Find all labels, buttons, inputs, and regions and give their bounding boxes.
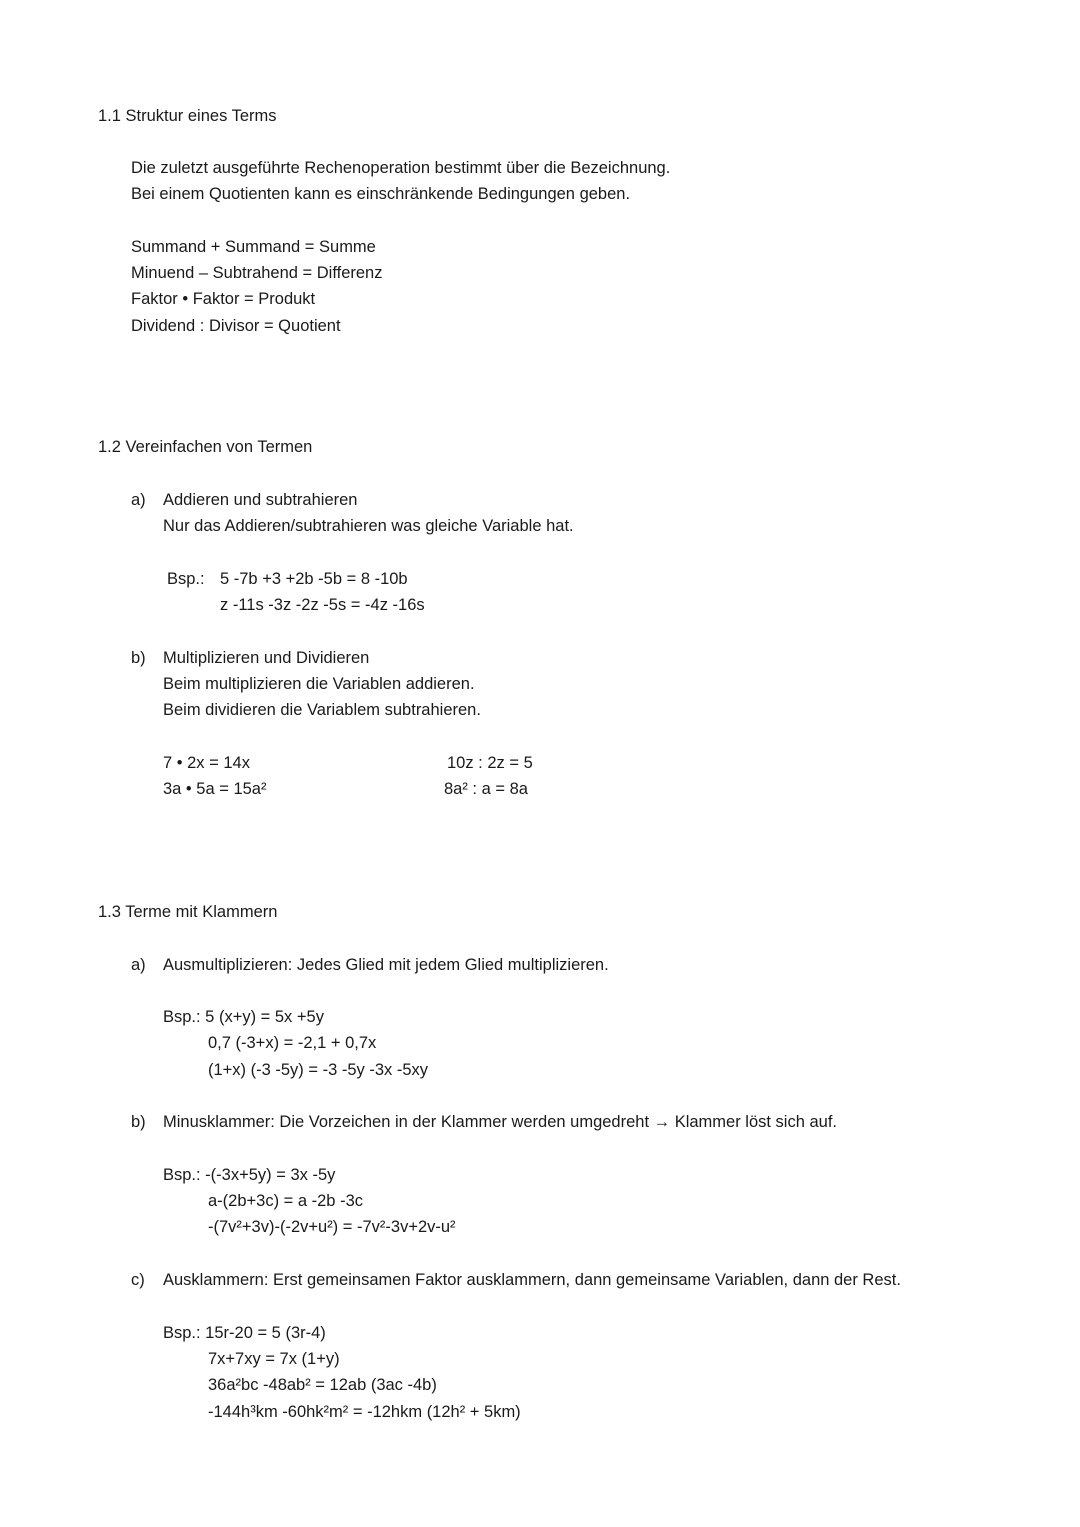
paragraph: Bei einem Quotienten kann es einschränkende Bedingungen geben. [131, 185, 631, 203]
example-line: 0,7 (-3+x) = -2,1 + 0,7x [208, 1034, 377, 1052]
example-line: 5 -7b +3 +2b -5b = 8 -10b [220, 570, 408, 588]
section-heading-1-3: 1.3 Terme mit Klammern [98, 903, 278, 921]
example-line: 7x+7xy = 7x (1+y) [208, 1350, 340, 1368]
subsection-title: Minusklammer: Die Vorzeichen in der Klammer werden umgedreht → Klammer löst sich auf. [163, 1113, 838, 1131]
section-heading-1-2: 1.2 Vereinfachen von Termen [98, 438, 313, 456]
definition-line: Dividend : Divisor = Quotient [131, 317, 341, 335]
section-heading-1-1: 1.1 Struktur eines Terms [98, 107, 277, 125]
example-line: -144h³km -60hk²m² = -12hkm (12h² + 5km) [208, 1403, 521, 1421]
example-line: 36a²bc -48ab² = 12ab (3ac -4b) [208, 1376, 437, 1394]
subsection-description: Nur das Addieren/subtrahieren was gleiche Variable hat. [163, 517, 574, 535]
example-line: (1+x) (-3 -5y) = -3 -5y -3x -5xy [208, 1061, 429, 1079]
list-marker: a) [131, 956, 146, 974]
example-line: Bsp.: -(-3x+5y) = 3x -5y [163, 1166, 336, 1184]
definition-line: Minuend – Subtrahend = Differenz [131, 264, 383, 282]
subsection-description: Beim dividieren die Variablem subtrahieren. [163, 701, 481, 719]
subsection-title: Multiplizieren und Dividieren [163, 649, 370, 667]
example-line: 10z : 2z = 5 [447, 754, 533, 772]
example-line: z -11s -3z -2z -5s = -4z -16s [220, 596, 425, 614]
subsection-title: Ausmultiplizieren: Jedes Glied mit jedem Glied multiplizieren. [163, 956, 609, 974]
subsection-description: Beim multiplizieren die Variablen addieren. [163, 675, 475, 693]
example-line: 8a² : a = 8a [444, 780, 528, 798]
definition-line: Summand + Summand = Summe [131, 238, 376, 256]
example-line: Bsp.: 15r-20 = 5 (3r-4) [163, 1324, 326, 1342]
subsection-title: Addieren und subtrahieren [163, 491, 358, 509]
definition-line: Faktor • Faktor = Produkt [131, 290, 316, 308]
example-line: Bsp.: 5 (x+y) = 5x +5y [163, 1008, 324, 1026]
list-marker: a) [131, 491, 146, 509]
example-line: 3a • 5a = 15a² [163, 780, 267, 798]
list-marker: b) [131, 1113, 146, 1131]
subsection-title: Ausklammern: Erst gemeinsamen Faktor ausklammern, dann gemeinsame Variablen, dann der Rest. [163, 1271, 901, 1289]
list-marker: c) [131, 1271, 145, 1289]
paragraph: Die zuletzt ausgeführte Rechenoperation bestimmt über die Bezeichnung. [131, 159, 671, 177]
example-line: -(7v²+3v)-(-2v+u²) = -7v²-3v+2v-u² [208, 1218, 456, 1236]
example-line: 7 • 2x = 14x [163, 754, 250, 772]
list-marker: b) [131, 649, 146, 667]
example-label: Bsp.: [167, 570, 205, 588]
example-line: a-(2b+3c) = a -2b -3c [208, 1192, 363, 1210]
